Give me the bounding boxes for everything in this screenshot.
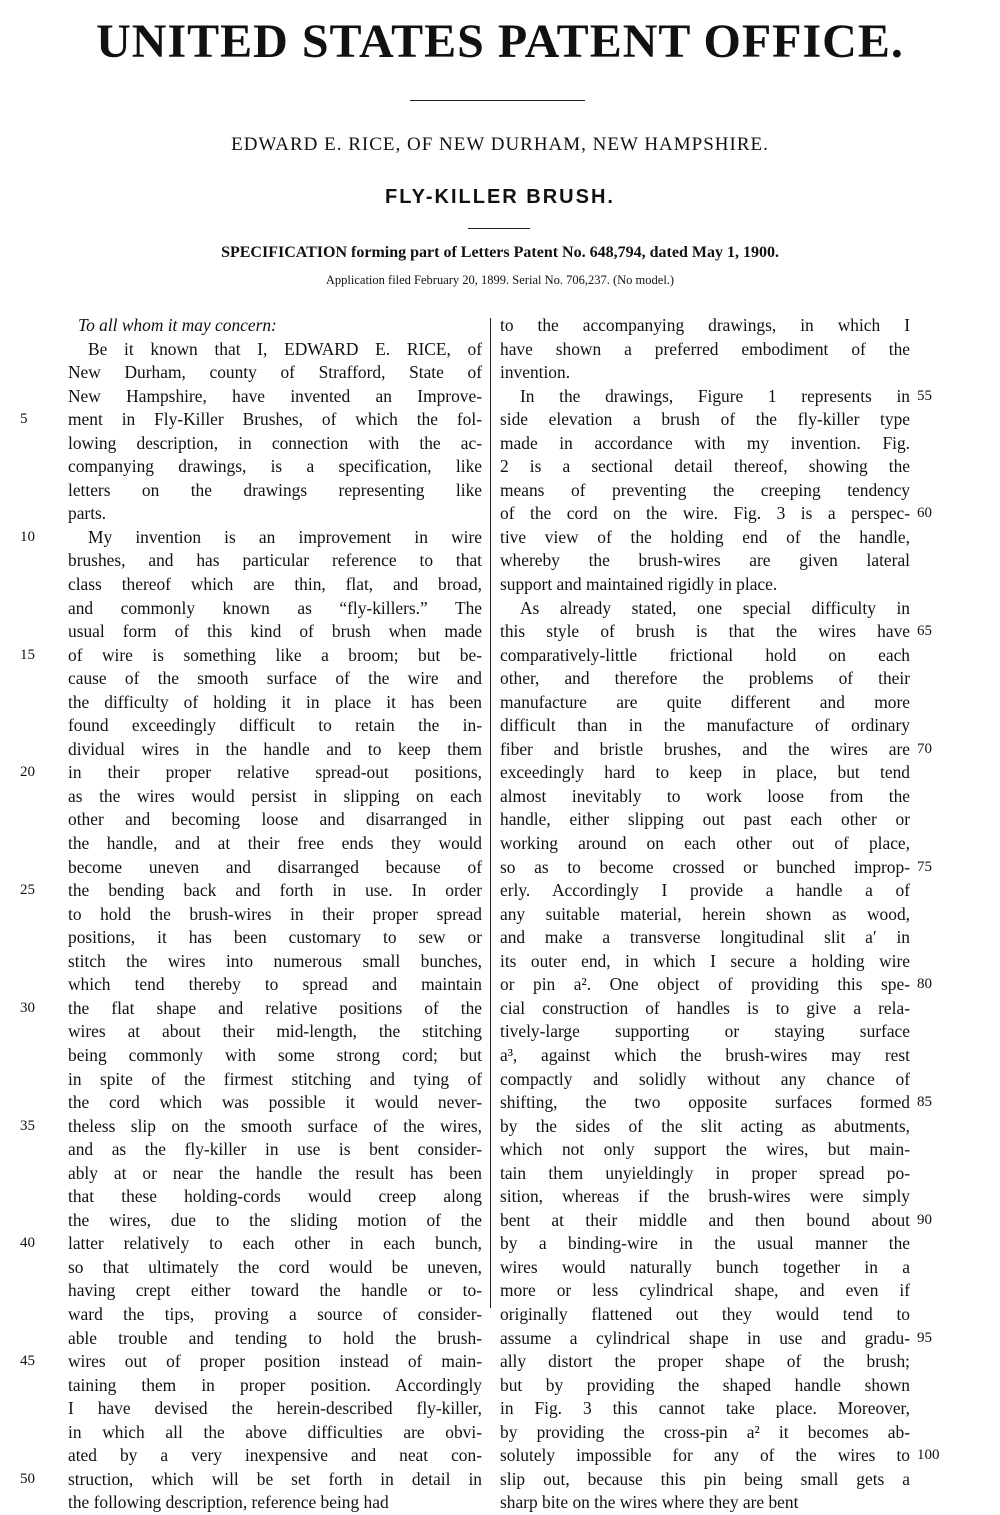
line-number: 10 bbox=[20, 528, 35, 545]
text-line: so as to become crossed or bunched improp- bbox=[500, 856, 910, 877]
text-line: comparatively-little frictional hold on each bbox=[500, 644, 910, 665]
specification-line: SPECIFICATION forming part of Letters Patent No. 648,794, dated May 1, 1900. bbox=[221, 244, 779, 261]
line-number: 35 bbox=[20, 1117, 35, 1134]
text-line: New Hampshire, have invented an Improve- bbox=[68, 385, 482, 406]
column-divider bbox=[490, 318, 491, 1308]
line-number: 15 bbox=[20, 646, 35, 663]
text-line: handle, either slipping out past each other or bbox=[500, 809, 910, 830]
text-line: the handle, and at their free ends they would bbox=[68, 833, 482, 854]
text-line: having crept either toward the handle or to- bbox=[68, 1280, 482, 1301]
text-line: Be it known that I, EDWARD E. RICE, of bbox=[88, 338, 482, 359]
text-line: dividual wires in the handle and to keep them bbox=[68, 738, 482, 759]
title-rule bbox=[468, 228, 530, 229]
text-line: able trouble and tending to hold the brush- bbox=[68, 1327, 482, 1348]
text-line: bent at their middle and then bound about bbox=[500, 1209, 910, 1230]
text-line: by a binding-wire in the usual manner the bbox=[500, 1233, 910, 1254]
line-number: 45 bbox=[20, 1353, 35, 1370]
text-line: side elevation a brush of the fly-killer type bbox=[500, 409, 910, 430]
text-line: assume a cylindrical shape in use and gradu- bbox=[500, 1327, 910, 1348]
line-number: 95 bbox=[917, 1329, 932, 1346]
text-line: the wires, due to the sliding motion of the bbox=[68, 1209, 482, 1230]
text-line: wires would naturally bunch together in a bbox=[500, 1256, 910, 1277]
text-line: ated by a very inexpensive and neat con- bbox=[68, 1445, 482, 1466]
text-line: being commonly with some strong cord; but bbox=[68, 1044, 482, 1065]
right-text-column bbox=[500, 314, 910, 1515]
text-line: the following description, reference being had bbox=[68, 1492, 389, 1513]
text-line: cial construction of handles is to give a rela- bbox=[500, 997, 910, 1018]
text-line: fiber and bristle brushes, and the wires are bbox=[500, 738, 910, 759]
text-line: wires out of proper position instead of main- bbox=[68, 1351, 482, 1372]
text-line: of wire is something like a broom; but be- bbox=[68, 644, 482, 665]
text-line: slip out, because this pin being small gets a bbox=[500, 1468, 910, 1489]
line-number: 55 bbox=[917, 387, 932, 404]
text-line: usual form of this kind of brush when made bbox=[68, 621, 482, 642]
line-number: 50 bbox=[20, 1470, 35, 1487]
line-number: 75 bbox=[917, 858, 932, 875]
office-heading: UNITED STATES PATENT OFFICE. bbox=[96, 15, 904, 68]
text-line: in their proper relative spread-out positions, bbox=[68, 762, 482, 783]
text-line: letters on the drawings representing like bbox=[68, 479, 482, 500]
text-line: other and becoming loose and disarranged in bbox=[68, 809, 482, 830]
text-line: the cord which was possible it would never- bbox=[68, 1092, 482, 1113]
text-line: support and maintained rigidly in place. bbox=[500, 574, 778, 595]
text-line: to hold the brush-wires in their proper spread bbox=[68, 903, 482, 924]
line-number: 65 bbox=[917, 623, 932, 640]
text-line: but by providing the shaped handle shown bbox=[500, 1374, 910, 1395]
text-line: lowing description, in connection with the ac- bbox=[68, 432, 482, 453]
line-number: 85 bbox=[917, 1094, 932, 1111]
text-line: 2 is a sectional detail thereof, showing the bbox=[500, 456, 910, 477]
line-number: 100 bbox=[917, 1447, 940, 1464]
text-line: which not only support the wires, but main- bbox=[500, 1139, 910, 1160]
text-line: which tend thereby to spread and maintain bbox=[68, 974, 482, 995]
text-line: as the wires would persist in slipping on each bbox=[68, 785, 482, 806]
text-line: or pin a². One object of providing this spe- bbox=[500, 974, 910, 995]
text-line: means of preventing the creeping tendency bbox=[500, 479, 910, 500]
text-line: theless slip on the smooth surface of the wires, bbox=[68, 1115, 482, 1136]
text-line: cause of the smooth surface of the wire and bbox=[68, 668, 482, 689]
text-line: the bending back and forth in use. In order bbox=[68, 880, 482, 901]
line-number: 20 bbox=[20, 764, 35, 781]
text-line: struction, which will be set forth in detail in bbox=[68, 1468, 482, 1489]
patent-title: FLY-KILLER BRUSH. bbox=[385, 186, 615, 208]
text-line: stitch the wires into numerous small bunches, bbox=[68, 950, 482, 971]
text-line: I have devised the herein-described fly-killer, bbox=[68, 1398, 482, 1419]
text-line: tively-large supporting or staying surface bbox=[500, 1021, 910, 1042]
text-line: As already stated, one special difficulty in bbox=[520, 597, 910, 618]
text-line: of the cord on the wire. Fig. 3 is a perspec- bbox=[500, 503, 910, 524]
line-number: 25 bbox=[20, 882, 35, 899]
line-number: 5 bbox=[20, 411, 28, 428]
line-number: 90 bbox=[917, 1211, 932, 1228]
text-line: invention. bbox=[500, 362, 571, 383]
inventor-line: EDWARD E. RICE, OF NEW DURHAM, NEW HAMPSHIRE. bbox=[231, 134, 769, 155]
line-number: 80 bbox=[917, 976, 932, 993]
text-line: and make a transverse longitudinal slit a′ in bbox=[500, 927, 910, 948]
text-line: in Fig. 3 this cannot take place. Moreover, bbox=[500, 1398, 910, 1419]
text-line: To all whom it may concern: bbox=[78, 315, 277, 335]
text-line: that these holding-cords would creep along bbox=[68, 1186, 482, 1207]
text-line: the difficulty of holding it in place it has been bbox=[68, 691, 482, 712]
text-line: more or less cylindrical shape, and even if bbox=[500, 1280, 910, 1301]
text-line: working around on each other out of place, bbox=[500, 833, 910, 854]
line-number: 70 bbox=[917, 740, 932, 757]
text-line: to the accompanying drawings, in which I bbox=[500, 315, 910, 335]
text-line: and as the fly-killer in use is bent consider- bbox=[68, 1139, 482, 1160]
text-line: companying drawings, is a specification, like bbox=[68, 456, 482, 477]
text-line: by providing the cross-pin a² it becomes ab- bbox=[500, 1421, 910, 1442]
text-line: compactly and solidly without any chance of bbox=[500, 1068, 910, 1089]
text-line: taining them in proper position. Accordingly bbox=[68, 1374, 482, 1395]
text-line: manufacture are quite different and more bbox=[500, 691, 910, 712]
line-number: 60 bbox=[917, 505, 932, 522]
text-line: originally flattened out they would tend to bbox=[500, 1303, 910, 1324]
text-line: wires at about their mid-length, the stitching bbox=[68, 1021, 482, 1042]
text-line: ally distort the proper shape of the brush; bbox=[500, 1351, 910, 1372]
text-line: erly. Accordingly I provide a handle a of bbox=[500, 880, 910, 901]
text-line: in which all the above difficulties are obvi- bbox=[68, 1421, 482, 1442]
line-number: 40 bbox=[20, 1235, 35, 1252]
text-line: by the sides of the slit acting as abutments, bbox=[500, 1115, 910, 1136]
text-line: shifting, the two opposite surfaces formed bbox=[500, 1092, 910, 1113]
text-line: have shown a preferred embodiment of the bbox=[500, 338, 910, 359]
text-line: ably at or near the handle the result has been bbox=[68, 1162, 482, 1183]
text-line: other, and therefore the problems of their bbox=[500, 668, 910, 689]
text-line: any suitable material, herein shown as wood, bbox=[500, 903, 910, 924]
text-line: tive view of the holding end of the handle, bbox=[500, 526, 910, 547]
text-line: found exceedingly difficult to retain the in- bbox=[68, 715, 482, 736]
text-line: parts. bbox=[68, 503, 107, 524]
text-line: latter relatively to each other in each bunch, bbox=[68, 1233, 482, 1254]
application-line: Application filed February 20, 1899. Serial No. 706,237. (No model.) bbox=[325, 273, 675, 287]
header-rule bbox=[410, 100, 585, 101]
text-line: sition, whereas if the brush-wires were simply bbox=[500, 1186, 910, 1207]
left-text-column bbox=[68, 314, 482, 1515]
text-line: in spite of the firmest stitching and tying of bbox=[68, 1068, 482, 1089]
text-line: whereby the brush-wires are given lateral bbox=[500, 550, 910, 571]
text-line: ment in Fly-Killer Brushes, of which the fol- bbox=[68, 409, 482, 430]
text-line: and commonly known as “fly-killers.” The bbox=[68, 597, 482, 618]
text-line: a³, against which the brush-wires may rest bbox=[500, 1044, 910, 1065]
text-line: almost inevitably to work loose from the bbox=[500, 785, 910, 806]
text-line: brushes, and has particular reference to that bbox=[68, 550, 482, 571]
text-line: New Durham, county of Strafford, State of bbox=[68, 362, 482, 383]
text-line: solutely impossible for any of the wires to bbox=[500, 1445, 910, 1466]
text-line: so that ultimately the cord would be uneven, bbox=[68, 1256, 482, 1277]
text-line: class thereof which are thin, flat, and broad, bbox=[68, 574, 482, 595]
text-line: In the drawings, Figure 1 represents in bbox=[520, 385, 910, 406]
text-line: its outer end, in which I secure a holding wire bbox=[500, 950, 910, 971]
text-line: My invention is an improvement in wire bbox=[88, 526, 482, 547]
text-line: difficult than in the manufacture of ordinary bbox=[500, 715, 910, 736]
line-number: 30 bbox=[20, 999, 35, 1016]
text-line: ward the tips, proving a source of consider- bbox=[68, 1303, 482, 1324]
text-line: this style of brush is that the wires have bbox=[500, 621, 910, 642]
text-line: made in accordance with my invention. Fig. bbox=[500, 432, 910, 453]
text-line: tain them unyieldingly in proper spread po- bbox=[500, 1162, 910, 1183]
text-line: the flat shape and relative positions of the bbox=[68, 997, 482, 1018]
text-line: sharp bite on the wires where they are bent bbox=[500, 1492, 799, 1513]
text-line: exceedingly hard to keep in place, but tend bbox=[500, 762, 910, 783]
text-line: positions, it has been customary to sew or bbox=[68, 927, 482, 948]
text-line: become uneven and disarranged because of bbox=[68, 856, 482, 877]
